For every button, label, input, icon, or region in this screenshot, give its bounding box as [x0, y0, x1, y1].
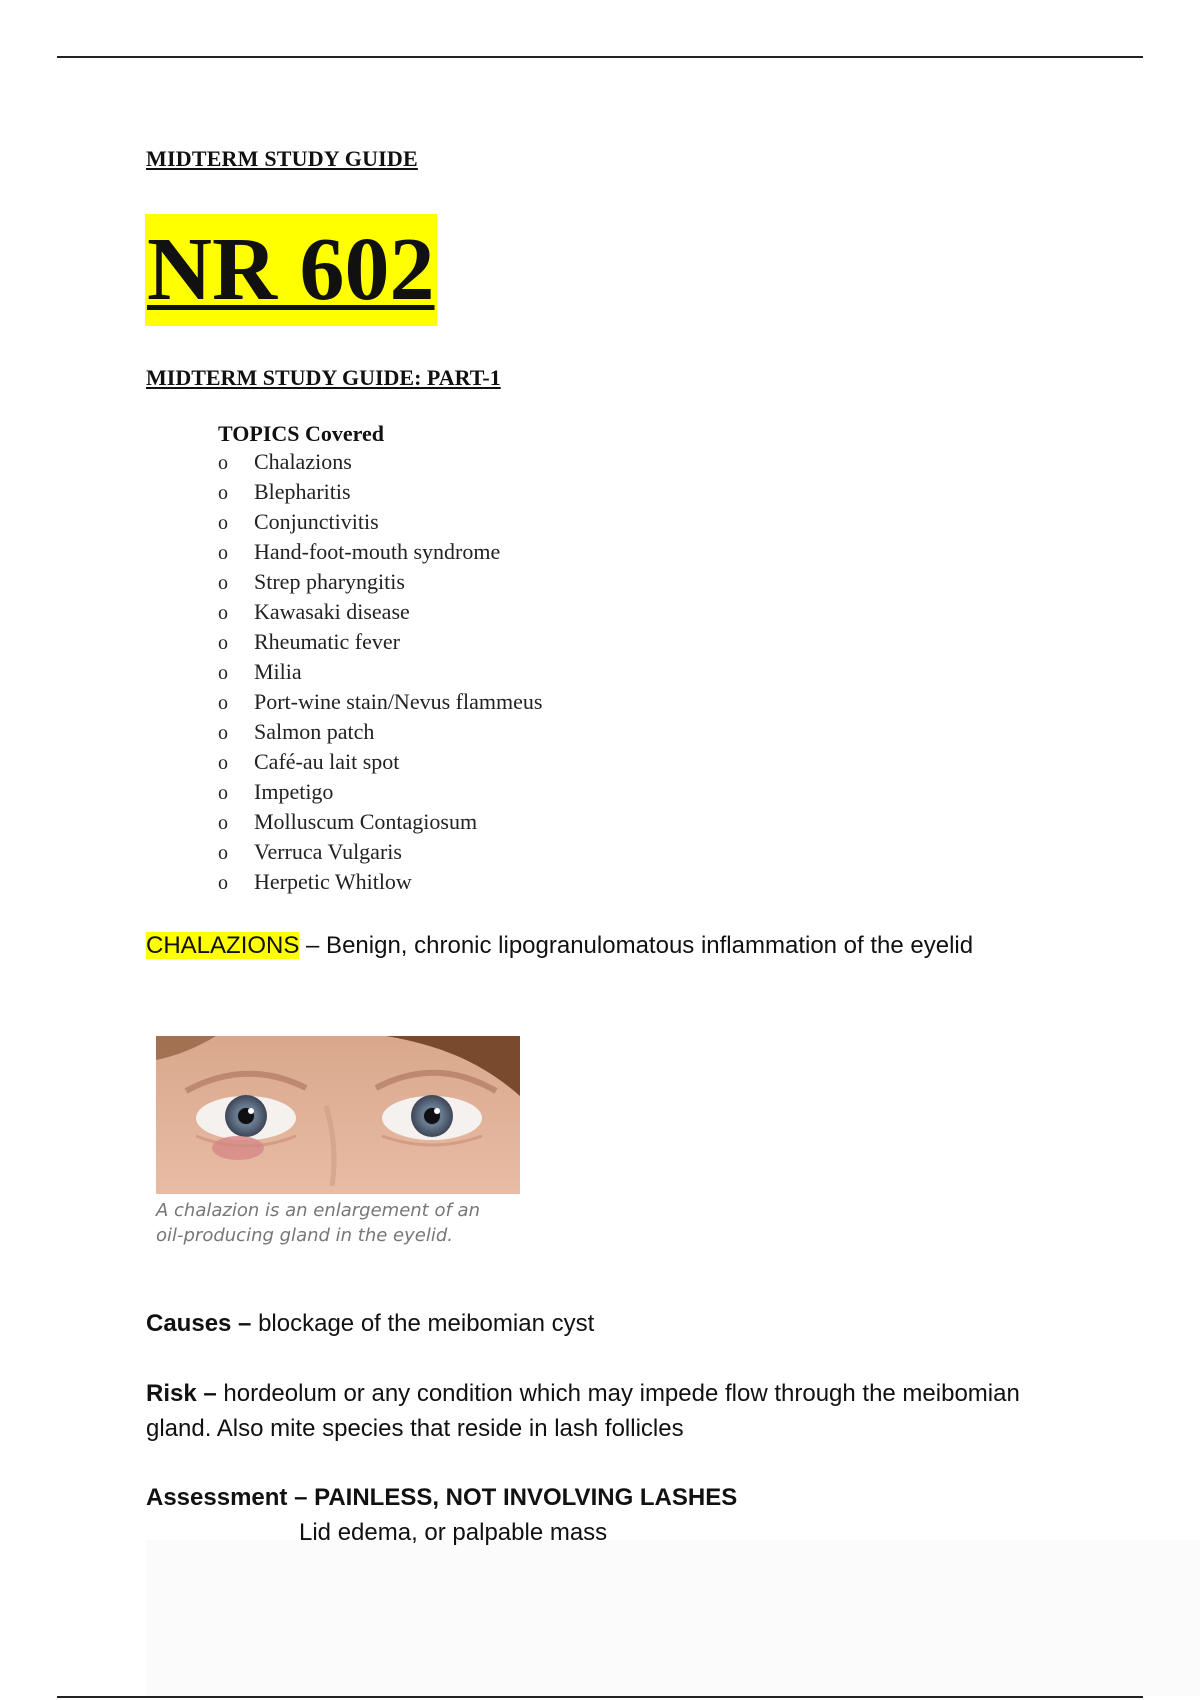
- chalazion-eye-photo: [156, 1036, 520, 1194]
- topic-label: Conjunctivitis: [254, 509, 379, 534]
- footer-rule: [57, 1696, 1143, 1698]
- bullet-icon: o: [218, 812, 228, 834]
- bullet-icon: o: [218, 842, 228, 864]
- chalazions-term: CHALAZIONS: [146, 932, 300, 959]
- bullet-icon: o: [218, 662, 228, 684]
- chalazions-definition-text: – Benign, chronic lipogranulomatous inflammation of the eyelid: [299, 932, 974, 959]
- topics-heading: TOPICS Covered: [218, 421, 385, 446]
- assessment-paragraph: [146, 1480, 1026, 1550]
- topic-label: Salmon patch: [254, 719, 375, 744]
- part-title: MIDTERM STUDY GUIDE: PART-1: [146, 365, 501, 390]
- topic-label: Verruca Vulgaris: [254, 839, 402, 864]
- topic-label: Herpetic Whitlow: [254, 869, 412, 894]
- topics-list: [218, 447, 542, 897]
- topic-label: Port-wine stain/Nevus flammeus: [254, 689, 543, 714]
- topic-label: Strep pharyngitis: [254, 569, 405, 594]
- bullet-icon: o: [218, 782, 228, 804]
- page-shade: [146, 1540, 1200, 1696]
- image-caption: A chalazion is an enlargement of an oil-producing gland in the eyelid.: [156, 1200, 480, 1246]
- topic-label: Milia: [254, 659, 302, 684]
- topic-label: Impetigo: [254, 779, 334, 804]
- header-rule: [57, 56, 1143, 58]
- bullet-icon: o: [218, 692, 228, 714]
- causes-paragraph: [146, 1306, 1026, 1341]
- list-item: [218, 717, 542, 747]
- assessment-detail: Lid edema, or palpable mass: [299, 1519, 608, 1546]
- document-title: MIDTERM STUDY GUIDE: [146, 146, 418, 171]
- chalazion-figure: [156, 1036, 520, 1248]
- topic-label: Hand-foot-mouth syndrome: [254, 539, 501, 564]
- bullet-icon: o: [218, 722, 228, 744]
- assessment-label: Assessment – PAINLESS, NOT INVOLVING LASHES: [146, 1484, 738, 1511]
- topic-label: Blepharitis: [254, 479, 351, 504]
- causes-label: Causes –: [146, 1310, 259, 1337]
- list-item: [218, 477, 542, 507]
- list-item: [218, 867, 542, 897]
- chalazions-definition: [146, 932, 973, 960]
- list-item: [218, 807, 542, 837]
- list-item: [218, 597, 542, 627]
- bullet-icon: o: [218, 632, 228, 654]
- list-item: [218, 447, 542, 477]
- list-item: [218, 507, 542, 537]
- list-item: [218, 777, 542, 807]
- risk-paragraph: [146, 1376, 1026, 1446]
- bullet-icon: o: [218, 482, 228, 504]
- list-item: [218, 627, 542, 657]
- list-item: [218, 837, 542, 867]
- course-code-heading: NR 602: [145, 214, 437, 326]
- list-item: [218, 567, 542, 597]
- risk-label: Risk –: [146, 1380, 224, 1407]
- list-item: [218, 747, 542, 777]
- topic-label: Chalazions: [254, 449, 352, 474]
- list-item: [218, 657, 542, 687]
- topic-label: Kawasaki disease: [254, 599, 410, 624]
- bullet-icon: o: [218, 752, 228, 774]
- list-item: [218, 687, 542, 717]
- topic-label: Molluscum Contagiosum: [254, 809, 478, 834]
- bullet-icon: o: [218, 542, 228, 564]
- causes-text: blockage of the meibomian cyst: [258, 1310, 595, 1337]
- bullet-icon: o: [218, 602, 228, 624]
- bullet-icon: o: [218, 452, 228, 474]
- list-item: [218, 537, 542, 567]
- topic-label: Café-au lait spot: [254, 749, 400, 774]
- bullet-icon: o: [218, 512, 228, 534]
- risk-text: hordeolum or any condition which may impede flow through the meibomian gland. Also mite species that reside in lash follicles: [146, 1380, 1020, 1442]
- topic-label: Rheumatic fever: [254, 629, 400, 654]
- bullet-icon: o: [218, 572, 228, 594]
- bullet-icon: o: [218, 872, 228, 894]
